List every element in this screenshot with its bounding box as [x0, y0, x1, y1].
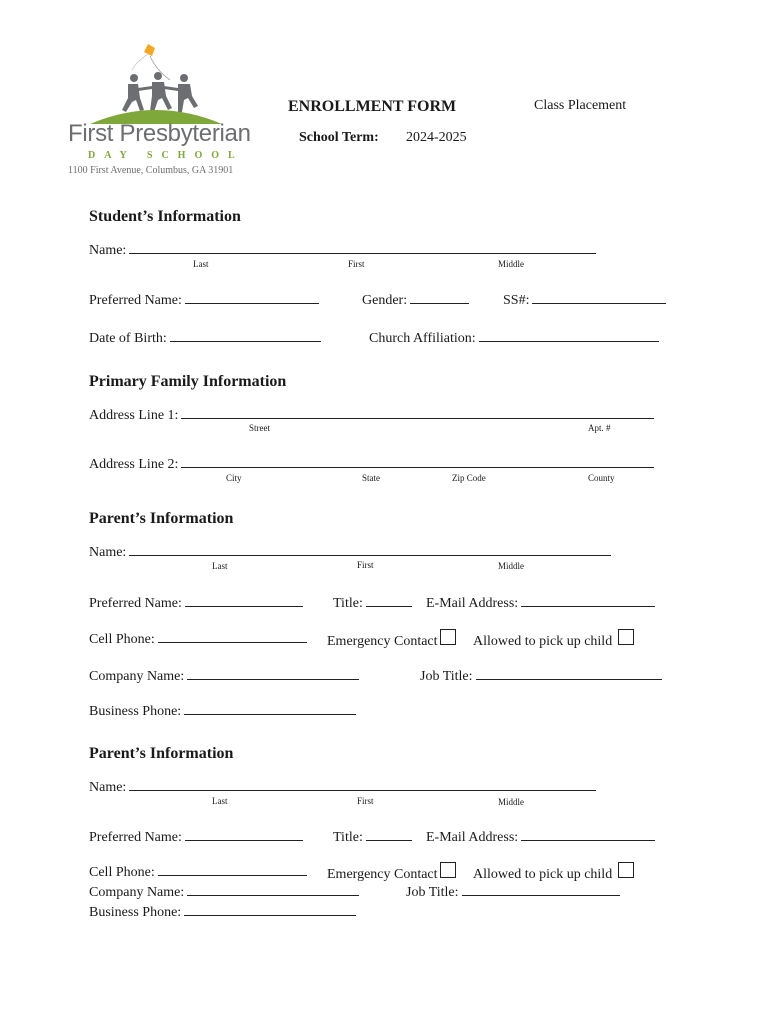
parent2-cell-label: Cell Phone:: [89, 865, 155, 880]
student-name-row: [89, 240, 596, 259]
logo-address: 1100 First Avenue, Columbus, GA 31901: [68, 165, 234, 176]
parent1-email-row: [426, 593, 655, 612]
parent2-pickup-checkbox[interactable]: [618, 862, 634, 878]
family-state-caption: State: [362, 473, 380, 483]
parent1-title-label: Title:: [333, 596, 363, 611]
parent2-business-row: [89, 902, 356, 921]
class-placement-label: Class Placement: [534, 98, 627, 113]
parent1-name-field[interactable]: [129, 542, 611, 556]
parent1-business-field[interactable]: [184, 701, 356, 715]
family-apt-caption: Apt. #: [588, 423, 611, 433]
student-preferred-field[interactable]: [185, 290, 319, 304]
parent1-title-row: [333, 593, 412, 612]
parent1-pickup-checkbox[interactable]: [618, 629, 634, 645]
parent1-pickup-label: Allowed to pick up child: [473, 634, 613, 649]
parent1-cell-row: [89, 629, 307, 648]
parent2-emergency-checkbox[interactable]: [440, 862, 456, 878]
parent2-title-label: Title:: [333, 830, 363, 845]
parent1-business-label: Business Phone:: [89, 704, 182, 719]
parent1-title-field[interactable]: [366, 593, 412, 607]
parent1-name-middle-caption: Middle: [498, 561, 524, 571]
parent1-name-label: Name:: [89, 545, 127, 560]
parent1-name-row: [89, 542, 611, 561]
parent2-job-field[interactable]: [462, 882, 620, 896]
parent1-pickup-row: [473, 629, 634, 650]
family-county-caption: County: [588, 473, 615, 483]
parent1-email-field[interactable]: [521, 593, 655, 607]
student-dob-label: Date of Birth:: [89, 331, 167, 346]
parent2-preferred-row: [89, 827, 303, 846]
student-church-row: [369, 328, 659, 347]
parent2-emergency-label: Emergency Contact: [327, 867, 438, 882]
parent2-business-label: Business Phone:: [89, 905, 182, 920]
family-addr1-row: [89, 405, 654, 424]
family-addr1-field[interactable]: [181, 405, 654, 419]
parent1-job-field[interactable]: [476, 666, 662, 680]
family-city-caption: City: [226, 473, 242, 483]
parent2-name-field[interactable]: [129, 777, 596, 791]
student-gender-label: Gender:: [362, 293, 408, 308]
parent2-job-label: Job Title:: [406, 885, 459, 900]
family-addr2-label: Address Line 2:: [89, 457, 179, 472]
student-name-last-caption: Last: [193, 259, 209, 269]
parent1-company-label: Company Name:: [89, 669, 185, 684]
parent1-job-row: [420, 666, 662, 685]
parent2-preferred-label: Preferred Name:: [89, 830, 182, 845]
student-gender-field[interactable]: [410, 290, 469, 304]
family-addr2-row: [89, 454, 654, 473]
parent1-emergency-label: Emergency Contact: [327, 634, 438, 649]
student-section-heading: Student’s Information: [89, 208, 241, 225]
student-church-field[interactable]: [479, 328, 659, 342]
school-term-value: 2024-2025: [406, 130, 467, 145]
parent2-pickup-row: [473, 862, 634, 883]
student-church-label: Church Affiliation:: [369, 331, 476, 346]
logo-tagline: DAY SCHOOL: [88, 150, 244, 161]
parent1-company-field[interactable]: [187, 666, 359, 680]
parent2-name-first-caption: First: [357, 796, 374, 806]
student-name-middle-caption: Middle: [498, 259, 524, 269]
family-section-heading: Primary Family Information: [89, 373, 287, 390]
parent1-name-first-caption: First: [357, 560, 374, 570]
parent2-email-label: E-Mail Address:: [426, 830, 519, 845]
parent2-job-row: [406, 882, 620, 901]
parent1-name-last-caption: Last: [212, 561, 228, 571]
parent2-title-field[interactable]: [366, 827, 412, 841]
parent1-job-label: Job Title:: [420, 669, 473, 684]
student-gender-row: [362, 290, 469, 309]
kite-icon: [144, 44, 155, 56]
parent2-name-row: [89, 777, 596, 796]
family-street-caption: Street: [249, 423, 270, 433]
parent1-preferred-row: [89, 593, 303, 612]
parent1-email-label: E-Mail Address:: [426, 596, 519, 611]
parent2-preferred-field[interactable]: [185, 827, 303, 841]
parent1-preferred-field[interactable]: [185, 593, 303, 607]
parent2-title-row: [333, 827, 412, 846]
parent2-cell-field[interactable]: [158, 862, 307, 876]
parent2-name-label: Name:: [89, 780, 127, 795]
parent2-emergency-row: [327, 862, 456, 883]
family-addr2-field[interactable]: [181, 454, 654, 468]
form-title: ENROLLMENT FORM: [288, 98, 457, 115]
parent2-email-row: [426, 827, 655, 846]
student-name-first-caption: First: [348, 259, 365, 269]
parent2-name-last-caption: Last: [212, 796, 228, 806]
parent2-pickup-label: Allowed to pick up child: [473, 867, 613, 882]
parent2-company-label: Company Name:: [89, 885, 185, 900]
parent2-cell-row: [89, 862, 307, 881]
parent2-business-field[interactable]: [184, 902, 356, 916]
family-zip-caption: Zip Code: [452, 473, 486, 483]
parent2-section-heading: Parent’s Information: [89, 745, 234, 762]
parent2-email-field[interactable]: [521, 827, 655, 841]
student-name-field[interactable]: [129, 240, 596, 254]
parent1-business-row: [89, 701, 356, 720]
parent1-section-heading: Parent’s Information: [89, 510, 234, 527]
parent1-emergency-row: [327, 629, 456, 650]
student-preferred-row: [89, 290, 319, 309]
logo-name: First Presbyterian: [68, 120, 251, 147]
parent2-company-field[interactable]: [187, 882, 359, 896]
parent1-cell-label: Cell Phone:: [89, 632, 155, 647]
parent2-company-row: [89, 882, 359, 901]
family-addr1-label: Address Line 1:: [89, 408, 179, 423]
parent2-name-middle-caption: Middle: [498, 797, 524, 807]
parent1-preferred-label: Preferred Name:: [89, 596, 182, 611]
student-ss-row: [503, 290, 666, 309]
student-dob-row: [89, 328, 321, 347]
student-preferred-label: Preferred Name:: [89, 293, 182, 308]
student-dob-field[interactable]: [170, 328, 321, 342]
parent1-emergency-checkbox[interactable]: [440, 629, 456, 645]
student-ss-label: SS#:: [503, 293, 530, 308]
parent1-cell-field[interactable]: [158, 629, 307, 643]
parent1-company-row: [89, 666, 359, 685]
student-ss-field[interactable]: [532, 290, 666, 304]
school-term-label: School Term:: [299, 130, 379, 145]
student-name-label: Name:: [89, 243, 127, 258]
